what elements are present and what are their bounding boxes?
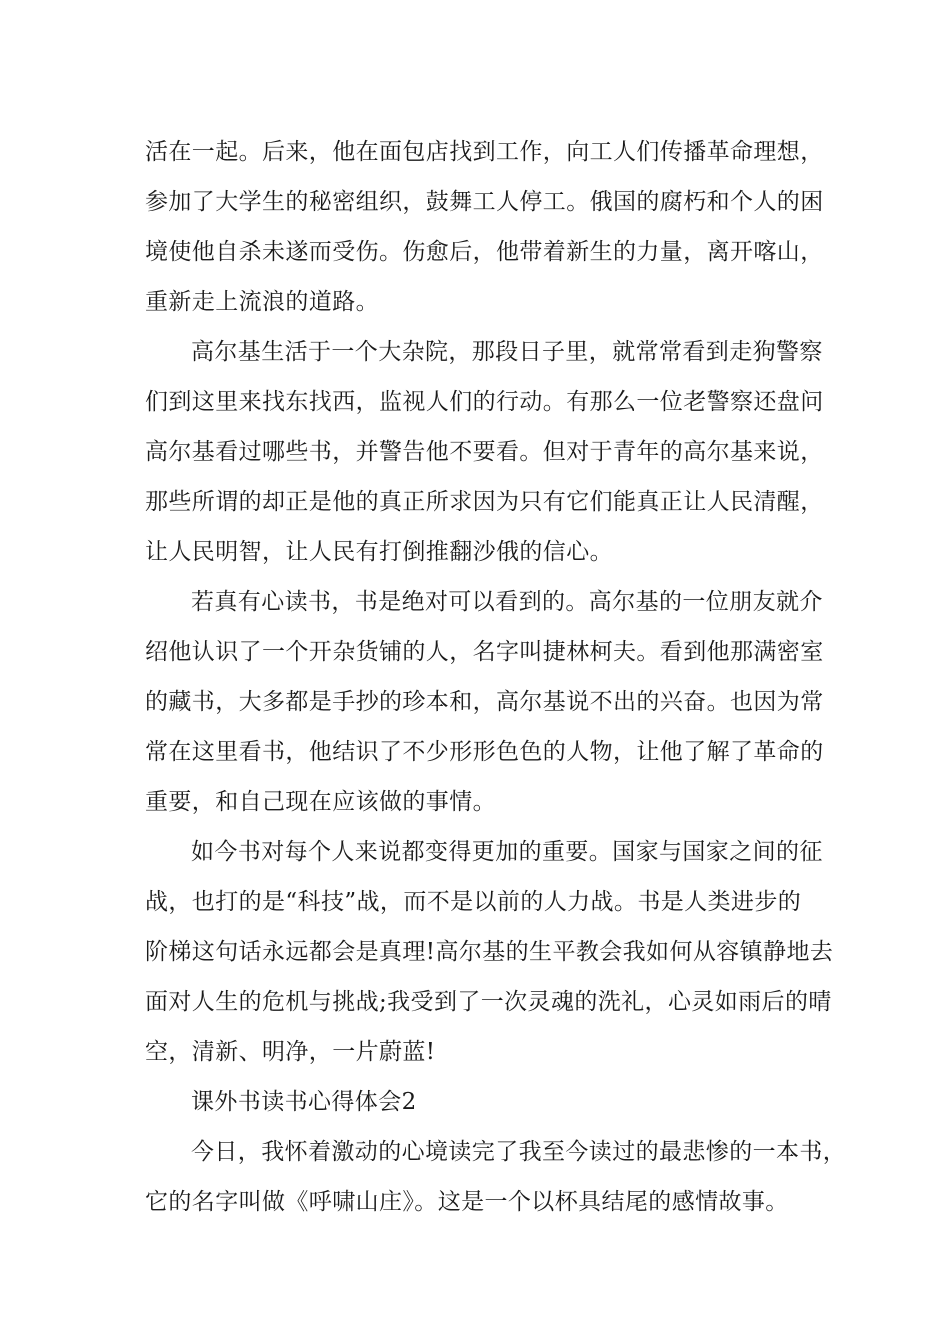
text-line: 战，也打的是“科技”战，而不是以前的人力战。书是人类进步的 <box>145 889 802 915</box>
text-line: 让人民明智，让人民有打倒推翻沙俄的信心。 <box>145 539 613 565</box>
text-line: 们到这里来找东找西，监视人们的行动。有那么一位老警察还盘问 <box>145 389 824 415</box>
text-line: 面对人生的危机与挑战;我受到了一次灵魂的洗礼，心灵如雨后的晴 <box>145 989 832 1015</box>
text-line: 空，清新、明净，一片蔚蓝! <box>145 1039 436 1065</box>
paragraph-start-line: 如今书对每个人来说都变得更加的重要。国家与国家之间的征 <box>191 839 823 865</box>
text-line: 那些所谓的却正是他的真正所求因为只有它们能真正让人民清醒， <box>145 489 824 515</box>
text-line: 高尔基看过哪些书，并警告他不要看。但对于青年的高尔基来说， <box>145 439 824 465</box>
text-line: 绍他认识了一个开杂货铺的人，名字叫捷林柯夫。看到他那满密室 <box>145 639 824 665</box>
text-line: 境使他自杀未遂而受伤。伤愈后，他带着新生的力量，离开喀山， <box>145 239 824 265</box>
paragraph-start-line: 高尔基生活于一个大杂院，那段日子里，就常常看到走狗警察 <box>191 339 823 365</box>
paragraph-start-line: 若真有心读书，书是绝对可以看到的。高尔基的一位朋友就介 <box>191 589 823 615</box>
text-line: 参加了大学生的秘密组织，鼓舞工人停工。俄国的腐朽和个人的困 <box>145 189 824 215</box>
text-line: 阶梯这句话永远都会是真理!高尔基的生平教会我如何从容镇静地去 <box>145 939 834 965</box>
text-line: 重要，和自己现在应该做的事情。 <box>145 789 496 815</box>
text-line: 常在这里看书，他结识了不少形形色色的人物，让他了解了革命的 <box>145 739 824 765</box>
text-line: 它的名字叫做《呼啸山庄》。这是一个以杯具结尾的感情故事。 <box>145 1189 789 1215</box>
section-heading: 课外书读书心得体会2 <box>191 1089 417 1115</box>
paragraph-start-line: 今日，我怀着激动的心境读完了我至今读过的最悲惨的一本书， <box>191 1139 847 1165</box>
text-line: 活在一起。后来，他在面包店找到工作，向工人们传播革命理想， <box>145 139 824 165</box>
text-line: 的藏书，大多都是手抄的珍本和，高尔基说不出的兴奋。也因为常 <box>145 689 824 715</box>
text-line: 重新走上流浪的道路。 <box>145 289 379 315</box>
